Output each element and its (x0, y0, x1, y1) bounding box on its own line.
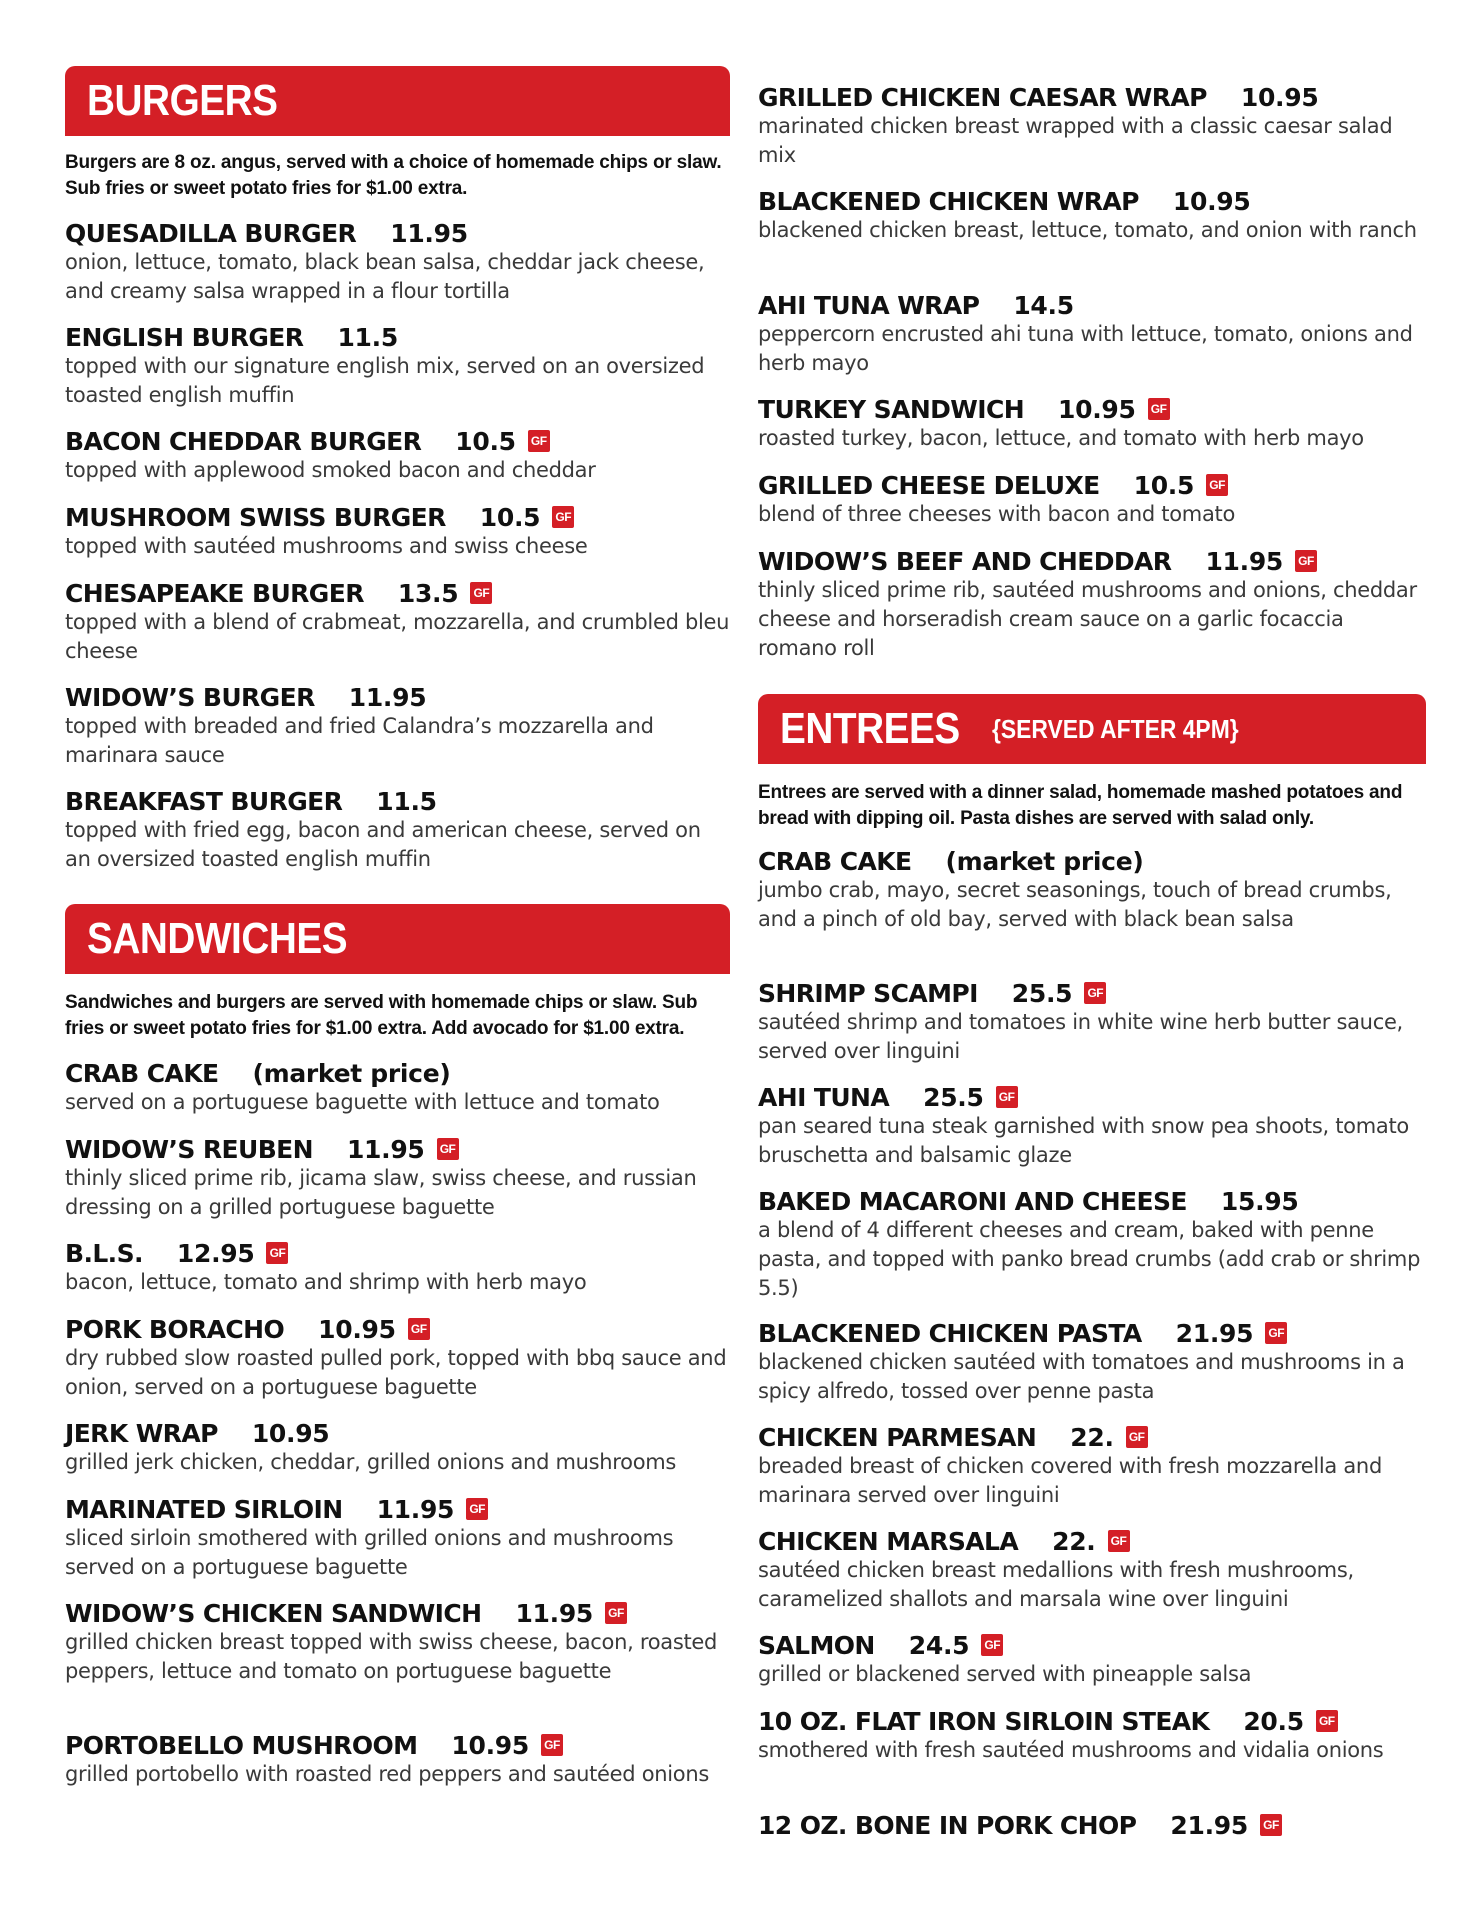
menu-item-header (758, 976, 1426, 1010)
menu-item-price: 11.95 (348, 682, 427, 712)
menu-item-header (758, 844, 1426, 878)
menu-item-name: PORK BORACHO (65, 1314, 285, 1344)
menu-item-header (65, 1728, 730, 1762)
menu-item-price: 10.5 (1133, 470, 1195, 500)
menu-item (758, 1704, 1426, 1765)
sandwiches-title: SANDWICHES (87, 914, 348, 963)
menu-item-name: MARINATED SIRLOIN (65, 1494, 343, 1524)
menu-item-price: 22. (1070, 1422, 1114, 1452)
menu-item-description: served on a portuguese baguette with lettuce and tomato (65, 1090, 660, 1114)
entrees-title: ENTREES (780, 704, 960, 753)
menu-item (65, 1132, 730, 1222)
menu-item-header (758, 1316, 1426, 1350)
burgers-header (65, 66, 730, 136)
gluten-free-badge: GF (466, 1498, 488, 1520)
menu-item-description: topped with breaded and fried Calandra’s mozzarella and marinara sauce (65, 714, 654, 767)
menu-item-price: 12.95 (176, 1238, 255, 1268)
menu-item (758, 288, 1426, 378)
menu-item-name: BLACKENED CHICKEN WRAP (758, 186, 1139, 216)
gluten-free-badge: GF (470, 582, 492, 604)
menu-item (758, 184, 1426, 245)
burgers-intro: Burgers are 8 oz. angus, served with a choice of homemade chips or slaw. Sub fries or sweet potato fries for $1.00 extra. (65, 152, 722, 199)
menu-item-name: WIDOW’S BURGER (65, 682, 315, 712)
menu-item-header (65, 1596, 730, 1630)
menu-item-description: grilled or blackened served with pineapple salsa (758, 1662, 1252, 1686)
menu-item-name: CHESAPEAKE BURGER (65, 578, 364, 608)
menu-item-header (758, 1080, 1426, 1114)
menu-item-description: sliced sirloin smothered with grilled onions and mushrooms served on a portuguese baguette (65, 1526, 674, 1579)
menu-item-name: SALMON (758, 1630, 875, 1660)
menu-item-header (758, 392, 1426, 426)
menu-item (758, 80, 1426, 170)
menu-item-name: CRAB CAKE (758, 846, 912, 876)
menu-item-name: JERK WRAP (65, 1418, 218, 1448)
sandwiches-intro: Sandwiches and burgers are served with homemade chips or slaw. Sub fries or sweet potato fries for $1.00 extra. Add avocado for $1.00 extra. (65, 992, 698, 1039)
menu-item-description: grilled chicken breast topped with swiss cheese, bacon, roasted peppers, lettuce and tomato on portuguese baguette (65, 1630, 718, 1683)
menu-item (758, 468, 1426, 529)
menu-item-name: AHI TUNA (758, 1082, 890, 1112)
gluten-free-badge: GF (1265, 1322, 1287, 1344)
gluten-free-badge: GF (1260, 1814, 1282, 1836)
gluten-free-badge: GF (528, 430, 550, 452)
menu-item (758, 1628, 1426, 1689)
menu-item-price: 15.95 (1220, 1186, 1299, 1216)
menu-item-price: 24.5 (908, 1630, 970, 1660)
entrees-subtitle: {SERVED AFTER 4PM} (992, 713, 1239, 744)
menu-item-header (65, 424, 730, 458)
menu-item-header (65, 1132, 730, 1166)
menu-item (65, 1056, 730, 1117)
gluten-free-badge: GF (981, 1634, 1003, 1656)
menu-item-price: (market price) (252, 1058, 451, 1088)
menu-item-description: peppercorn encrusted ahi tuna with lettuce, tomato, onions and herb mayo (758, 322, 1413, 375)
entrees-intro: Entrees are served with a dinner salad, homemade mashed potatoes and bread with dipping oil. Pasta dishes are served with salad only. (758, 782, 1403, 829)
menu-item-name: CHICKEN PARMESAN (758, 1422, 1037, 1452)
menu-item-price: 20.5 (1243, 1706, 1304, 1736)
menu-item-description: marinated chicken breast wrapped with a classic caesar salad mix (758, 114, 1393, 167)
menu-item (65, 1596, 730, 1686)
menu-item-header (758, 1184, 1426, 1218)
menu-item-name: BACON CHEDDAR BURGER (65, 426, 422, 456)
menu-item (758, 844, 1426, 934)
menu-item-price: 10.95 (1240, 82, 1319, 112)
menu-item-description: dry rubbed slow roasted pulled pork, topped with bbq sauce and onion, served on a portuguese baguette (65, 1346, 727, 1399)
menu-item-header (758, 288, 1426, 322)
entrees-header (758, 694, 1426, 764)
gluten-free-badge: GF (408, 1318, 430, 1340)
menu-item-price: 22. (1052, 1526, 1096, 1556)
menu-item (65, 784, 730, 874)
menu-item (758, 544, 1426, 663)
menu-item-price: 25.5 (1011, 978, 1073, 1008)
menu-item-header (65, 320, 730, 354)
menu-item-price: 10.5 (479, 502, 541, 532)
menu-item-description: breaded breast of chicken covered with fresh mozzarella and marinara served over linguini (758, 1454, 1382, 1507)
menu-item-header (758, 1420, 1426, 1454)
menu-item-header (758, 1628, 1426, 1662)
menu-item-price: 21.95 (1175, 1318, 1254, 1348)
menu-item-price: 10.95 (451, 1730, 529, 1760)
menu-item-price: 11.95 (346, 1134, 425, 1164)
menu-item-description: a blend of 4 different cheeses and cream, baked with penne pasta, and topped with panko bread crumbs (add crab or shrimp 5.5) (758, 1218, 1421, 1300)
menu-item (65, 1492, 730, 1582)
menu-item-name: BAKED MACARONI AND CHEESE (758, 1186, 1187, 1216)
menu-item (758, 1184, 1426, 1303)
menu-item-header (65, 576, 730, 610)
menu-item-header (65, 1056, 730, 1090)
menu-item-header (65, 216, 730, 250)
menu-item-name: QUESADILLA BURGER (65, 218, 357, 248)
menu-item-description: blackened chicken sautéed with tomatoes and mushrooms in a spicy alfredo, tossed over penne pasta (758, 1350, 1405, 1403)
menu-item-header (758, 1704, 1426, 1738)
menu-item-name: TURKEY SANDWICH (758, 394, 1025, 424)
menu-item-name: BREAKFAST BURGER (65, 786, 343, 816)
menu-item-description: smothered with fresh sautéed mushrooms and vidalia onions (758, 1738, 1384, 1762)
menu-item-price: 11.5 (337, 322, 398, 352)
menu-item (758, 1524, 1426, 1614)
gluten-free-badge: GF (1295, 550, 1317, 572)
menu-item (65, 576, 730, 666)
menu-item-description: sautéed shrimp and tomatoes in white wine herb butter sauce, served over linguini (758, 1010, 1403, 1063)
menu-item-price: 11.95 (515, 1598, 594, 1628)
menu-item-description: jumbo crab, mayo, secret seasonings, touch of bread crumbs, and a pinch of old bay, served with black bean salsa (758, 878, 1392, 931)
menu-item (65, 216, 730, 306)
menu-item-description: topped with fried egg, bacon and american cheese, served on an oversized toasted english muffin (65, 818, 701, 871)
menu-item-price: 10.95 (1058, 394, 1136, 424)
menu-item-header (758, 1808, 1426, 1842)
menu-item-description: topped with applewood smoked bacon and cheddar (65, 458, 596, 482)
menu-item-name: ENGLISH BURGER (65, 322, 304, 352)
menu-item-price: (market price) (945, 846, 1144, 876)
menu-item-name: WIDOW’S REUBEN (65, 1134, 313, 1164)
menu-item-name: PORTOBELLO MUSHROOM (65, 1730, 418, 1760)
gluten-free-badge: GF (996, 1086, 1018, 1108)
gluten-free-badge: GF (1084, 982, 1106, 1004)
menu-item-price: 14.5 (1013, 290, 1074, 320)
menu-item-price: 11.95 (376, 1494, 455, 1524)
menu-item-header (758, 1524, 1426, 1558)
menu-item-description: sautéed chicken breast medallions with fresh mushrooms, caramelized shallots and marsala wine over linguini (758, 1558, 1354, 1611)
menu-item-description: topped with a blend of crabmeat, mozzarella, and crumbled bleu cheese (65, 610, 730, 663)
menu-item-price: 11.5 (376, 786, 437, 816)
menu-item-description: topped with our signature english mix, served on an oversized toasted english muffin (65, 354, 705, 407)
menu-item (65, 1312, 730, 1402)
menu-item-description: pan seared tuna steak garnished with snow pea shoots, tomato bruschetta and balsamic glaze (758, 1114, 1409, 1167)
menu-item-description: blend of three cheeses with bacon and tomato (758, 502, 1235, 526)
gluten-free-badge: GF (552, 506, 574, 528)
menu-item-name: AHI TUNA WRAP (758, 290, 980, 320)
menu-item-description: grilled jerk chicken, cheddar, grilled onions and mushrooms (65, 1450, 677, 1474)
menu-item-header (65, 784, 730, 818)
menu-item-name: CRAB CAKE (65, 1058, 219, 1088)
gluten-free-badge: GF (266, 1242, 288, 1264)
menu-item-description: blackened chicken breast, lettuce, tomato, and onion with ranch (758, 218, 1417, 242)
gluten-free-badge: GF (1206, 474, 1228, 496)
menu-item-name: B.L.S. (65, 1238, 143, 1268)
menu-item-price: 10.95 (318, 1314, 396, 1344)
menu-item (65, 1728, 730, 1789)
menu-item (758, 976, 1426, 1066)
menu-item (65, 320, 730, 410)
gluten-free-badge: GF (541, 1734, 563, 1756)
menu-item-price: 10.95 (251, 1418, 330, 1448)
menu-item-name: 12 OZ. BONE IN PORK CHOP (758, 1810, 1137, 1840)
menu-item-header (758, 184, 1426, 218)
gluten-free-badge: GF (1108, 1530, 1130, 1552)
menu-item-name: BLACKENED CHICKEN PASTA (758, 1318, 1142, 1348)
menu-item-description: thinly sliced prime rib, sautéed mushrooms and onions, cheddar cheese and horseradish cream sauce on a garlic focaccia romano roll (758, 578, 1417, 660)
menu-item-name: MUSHROOM SWISS BURGER (65, 502, 446, 532)
menu-item-name: WIDOW’S CHICKEN SANDWICH (65, 1598, 482, 1628)
menu-item-header (65, 1236, 730, 1270)
menu-item-price: 21.95 (1170, 1810, 1248, 1840)
gluten-free-badge: GF (1148, 398, 1170, 420)
gluten-free-badge: GF (1316, 1710, 1338, 1732)
menu-item-description: onion, lettuce, tomato, black bean salsa, cheddar jack cheese, and creamy salsa wrapped in a flour tortilla (65, 250, 705, 303)
menu-item-price: 10.5 (455, 426, 516, 456)
menu-item-name: WIDOW’S BEEF AND CHEDDAR (758, 546, 1172, 576)
menu-item-description: grilled portobello with roasted red peppers and sautéed onions (65, 1762, 709, 1786)
menu-item (65, 424, 730, 485)
menu-item (65, 1236, 730, 1297)
menu-item (65, 1416, 730, 1477)
menu-item-name: GRILLED CHICKEN CAESAR WRAP (758, 82, 1207, 112)
gluten-free-badge: GF (605, 1602, 627, 1624)
menu-item-header (65, 1416, 730, 1450)
menu-item-description: bacon, lettuce, tomato and shrimp with herb mayo (65, 1270, 587, 1294)
menu-item-name: SHRIMP SCAMPI (758, 978, 978, 1008)
menu-item-name: GRILLED CHEESE DELUXE (758, 470, 1100, 500)
menu-item (758, 1808, 1426, 1842)
menu-item-price: 11.95 (390, 218, 468, 248)
menu-item-description: thinly sliced prime rib, jicama slaw, swiss cheese, and russian dressing on a grilled portuguese baguette (65, 1166, 697, 1219)
menu-item (758, 392, 1426, 453)
menu-item-price: 11.95 (1205, 546, 1284, 576)
menu-item-description: topped with sautéed mushrooms and swiss cheese (65, 534, 588, 558)
menu-item (758, 1316, 1426, 1406)
menu-item-header (65, 1312, 730, 1346)
menu-item (65, 500, 730, 561)
menu-item-header (65, 500, 730, 534)
menu-item (758, 1080, 1426, 1170)
menu-item-header (758, 80, 1426, 114)
menu-item (758, 1420, 1426, 1510)
menu-item-header (65, 680, 730, 714)
menu-item (65, 680, 730, 770)
sandwiches-header (65, 904, 730, 974)
menu-item-header (65, 1492, 730, 1526)
gluten-free-badge: GF (1126, 1426, 1148, 1448)
burgers-title: BURGERS (87, 76, 278, 125)
menu-item-price: 13.5 (397, 578, 459, 608)
gluten-free-badge: GF (437, 1138, 459, 1160)
menu-item-name: 10 OZ. FLAT IRON SIRLOIN STEAK (758, 1706, 1210, 1736)
menu-item-price: 25.5 (923, 1082, 984, 1112)
menu-item-name: CHICKEN MARSALA (758, 1526, 1019, 1556)
menu-item-price: 10.95 (1172, 186, 1251, 216)
menu-item-header (758, 544, 1426, 578)
menu-item-description: roasted turkey, bacon, lettuce, and tomato with herb mayo (758, 426, 1364, 450)
menu-item-header (758, 468, 1426, 502)
